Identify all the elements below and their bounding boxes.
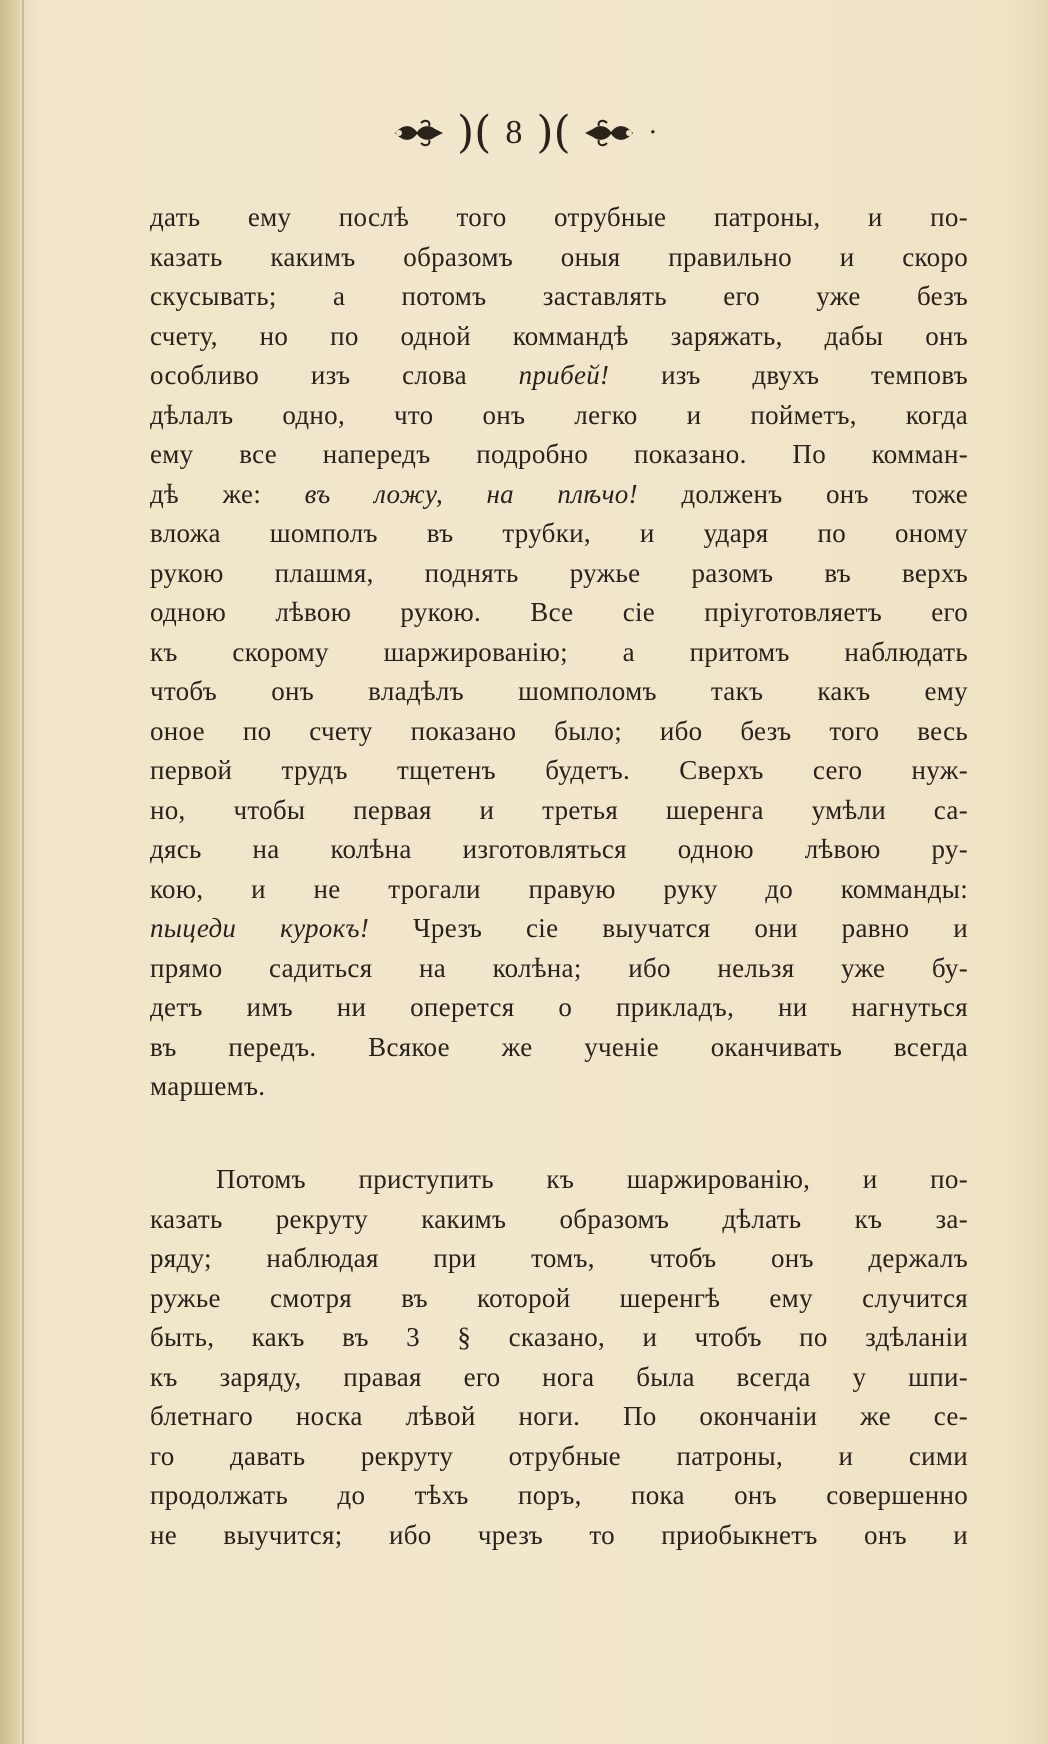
text-line: блетнаго носка лѣвой ноги. По окончаніи же се-	[150, 1401, 968, 1431]
text-line: рукою плашмя, поднять ружье разомъ въ верхъ	[150, 557, 968, 588]
text-line: счету, но по одной коммандѣ заряжать, дабы онъ	[150, 320, 968, 351]
italic-command: прибей!	[518, 360, 610, 390]
text-line: первой трудъ тщетенъ будетъ. Сверхъ сего нуж-	[150, 755, 968, 785]
text-line: не выучится; ибо чрезъ то приобыкнетъ онъ и	[150, 1519, 968, 1550]
text-line: дясь на колѣна изготовляться одною лѣвою ру-	[150, 834, 968, 864]
page-header	[0, 108, 1048, 158]
italic-command: въ ложу, на плѣчо!	[304, 478, 638, 509]
text-line: ему все напередъ подробно показано. По комман-	[150, 439, 968, 469]
text-line: къ заряду, правая его нога была всегда у шпи-	[150, 1361, 968, 1392]
text-line: чтобъ онъ владѣлъ шомполомъ такъ какъ ему	[150, 676, 968, 706]
paragraph-1	[150, 198, 968, 1107]
text-line: дать ему послѣ того отрубные патроны, и по-	[150, 202, 968, 232]
text-line-with-italic: пыцеди курокъ! Чрезъ сіе выучатся они равно и	[150, 913, 968, 943]
page-number: 8	[505, 114, 523, 151]
text-line: дѣлалъ одно, что онъ легко и пойметъ, когда	[150, 399, 968, 430]
text-line: къ скорому шаржированію; а притомъ наблюдать	[150, 636, 968, 667]
paragraph-2	[150, 1160, 968, 1555]
text-line-with-italic: дѣ же: въ ложу, на плѣчо! долженъ онъ тоже	[150, 478, 968, 509]
right-bracket-ornament: )(	[536, 107, 571, 158]
text-line: въ передъ. Всякое же ученіе оканчивать всегда	[150, 1031, 968, 1062]
text-line: продолжать до тѣхъ поръ, пока онъ совершенно	[150, 1480, 968, 1510]
text-line-with-italic: особливо изъ слова прибей! изъ двухъ темповъ	[150, 360, 968, 390]
page-binding-shadow	[0, 0, 22, 1744]
right-fleuron-ornament-icon	[581, 118, 637, 148]
text-line: го давать рекруту отрубные патроны, и сими	[150, 1440, 968, 1471]
text-line: оное по счету показано было; ибо безъ того весь	[150, 715, 968, 746]
text-line: маршемъ.	[150, 1071, 266, 1101]
text-line: казать рекруту какимъ образомъ дѣлать къ за-	[150, 1203, 968, 1234]
text-line: вложа шомполъ въ трубки, и ударя по оному	[150, 518, 968, 548]
text-line: ряду; наблюдая при томъ, чтобъ онъ держалъ	[150, 1243, 968, 1273]
page-binding-edge	[22, 0, 24, 1744]
italic-command: пыцеди курокъ!	[150, 913, 370, 943]
text-line: скусывать; а потомъ заставлять его уже безъ	[150, 281, 968, 311]
left-bracket-ornament: )(	[457, 107, 492, 158]
text-line: прямо садиться на колѣна; ибо нельзя уже бу-	[150, 952, 968, 983]
text-line: Потомъ приступить къ шаржированію, и по-	[216, 1164, 968, 1194]
text-line: ружье смотря въ которой шеренгѣ ему случится	[150, 1282, 968, 1313]
text-line: казать какимъ образомъ оныя правильно и скоро	[150, 241, 968, 272]
text-line: кою, и не трогали правую руку до комманды:	[150, 873, 968, 904]
header-dot: ·	[648, 118, 657, 148]
text-line: одною лѣвою рукою. Все сіе пріуготовляетъ его	[150, 597, 968, 627]
text-line: детъ имъ ни оперется о прикладъ, ни нагнуться	[150, 992, 968, 1022]
text-line: но, чтобы первая и третья шеренга умѣли са-	[150, 794, 968, 825]
text-line: быть, какъ въ 3 § сказано, и чтобъ по здѣланіи	[150, 1322, 968, 1352]
left-fleuron-ornament-icon	[391, 118, 447, 148]
